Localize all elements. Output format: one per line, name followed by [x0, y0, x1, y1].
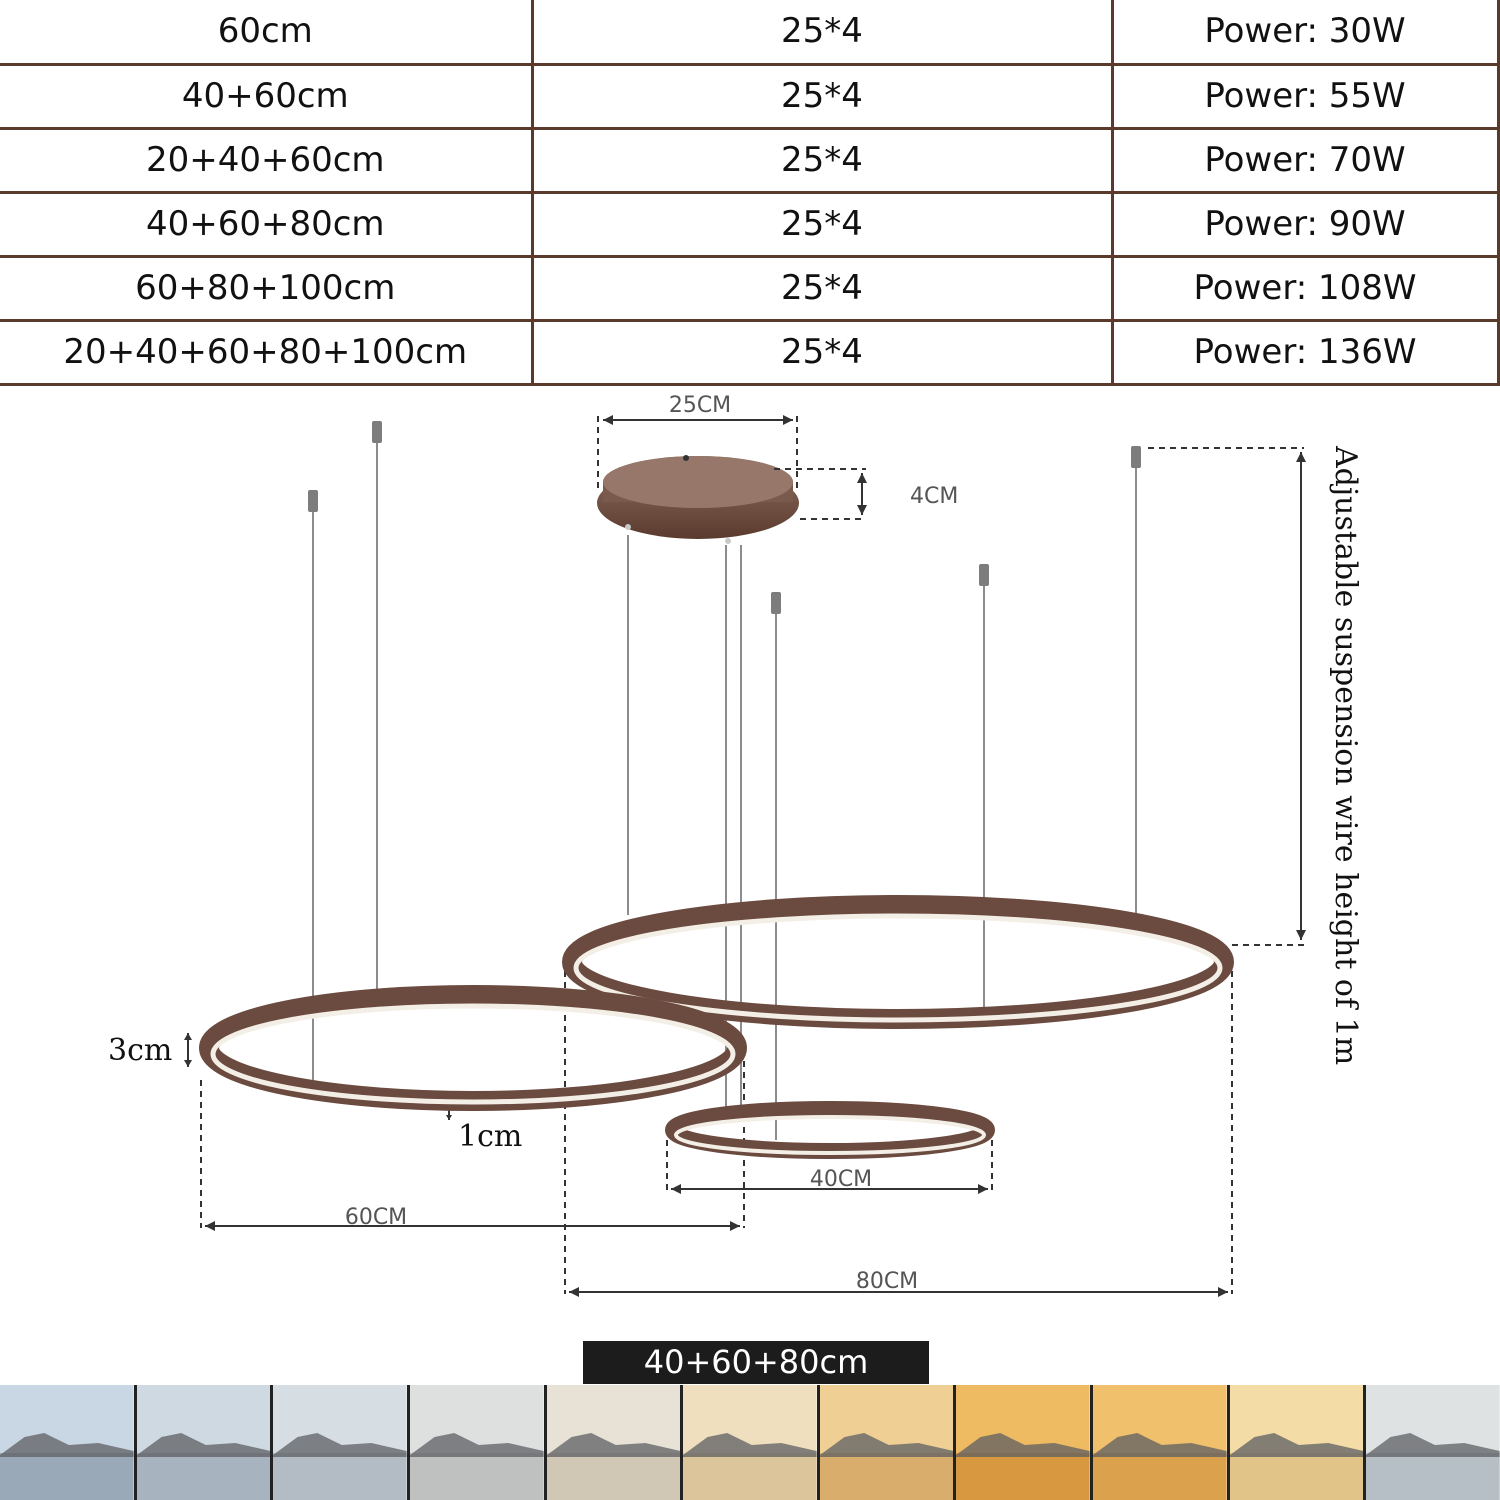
- ring-small: [673, 1109, 987, 1153]
- spec-size-cell: 40+60cm: [0, 64, 532, 128]
- spec-row: [0, 128, 1498, 192]
- ceiling-canopy: [597, 455, 799, 544]
- color-temperature-panel: [137, 1385, 274, 1500]
- color-temperature-panel: [683, 1385, 820, 1500]
- spec-power-cell: Power: 90W: [1112, 192, 1498, 256]
- chandelier-diagram: [0, 384, 1500, 1344]
- spec-power-cell: Power: 30W: [1112, 0, 1498, 64]
- suspension-note: Adjustable suspension wire height of 1m: [1328, 446, 1363, 1066]
- spec-size-cell: 40+60+80cm: [0, 192, 532, 256]
- spec-lamp-cell: 25*4: [532, 0, 1112, 64]
- spec-power-cell: Power: 70W: [1112, 128, 1498, 192]
- ring-height-label: 3cm: [108, 1033, 173, 1068]
- spec-size-cell: 20+40+60+80+100cm: [0, 320, 532, 384]
- ring-thickness-label: 1cm: [458, 1119, 523, 1154]
- canopy-height-label: 4CM: [910, 484, 959, 509]
- spec-lamp-cell: 25*4: [532, 256, 1112, 320]
- spec-lamp-cell: 25*4: [532, 320, 1112, 384]
- spec-lamp-cell: 25*4: [532, 192, 1112, 256]
- ring-medium-width-label: 60CM: [344, 1205, 408, 1230]
- color-temperature-strip: [0, 1385, 1500, 1500]
- color-temperature-panel: [547, 1385, 684, 1500]
- ring-large-width-label: 80CM: [855, 1269, 919, 1294]
- spec-lamp-cell: 25*4: [532, 128, 1112, 192]
- spec-row: [0, 256, 1498, 320]
- spec-size-cell: 60+80+100cm: [0, 256, 532, 320]
- spec-power-cell: Power: 55W: [1112, 64, 1498, 128]
- spec-row: [0, 320, 1498, 384]
- spec-power-cell: Power: 108W: [1112, 256, 1498, 320]
- model-label: 40+60+80cm: [583, 1341, 929, 1384]
- spec-row: [0, 64, 1498, 128]
- color-temperature-panel: [1230, 1385, 1367, 1500]
- spec-row: [0, 0, 1498, 64]
- ring-small-width-label: 40CM: [809, 1167, 873, 1192]
- color-temperature-panel: [410, 1385, 547, 1500]
- color-temperature-panel: [956, 1385, 1093, 1500]
- spec-power-cell: Power: 136W: [1112, 320, 1498, 384]
- color-temperature-panel: [1366, 1385, 1500, 1500]
- spec-size-cell: 20+40+60cm: [0, 128, 532, 192]
- spec-row: [0, 192, 1498, 256]
- spec-lamp-cell: 25*4: [532, 64, 1112, 128]
- color-temperature-panel: [273, 1385, 410, 1500]
- color-temperature-panel: [820, 1385, 957, 1500]
- canopy-width-label: 25CM: [668, 393, 732, 418]
- color-temperature-panel: [0, 1385, 137, 1500]
- spec-table-body: [0, 0, 1498, 384]
- spec-table: [0, 0, 1500, 386]
- spec-size-cell: 60cm: [0, 0, 532, 64]
- color-temperature-panel: [1093, 1385, 1230, 1500]
- ring-medium: [209, 995, 737, 1102]
